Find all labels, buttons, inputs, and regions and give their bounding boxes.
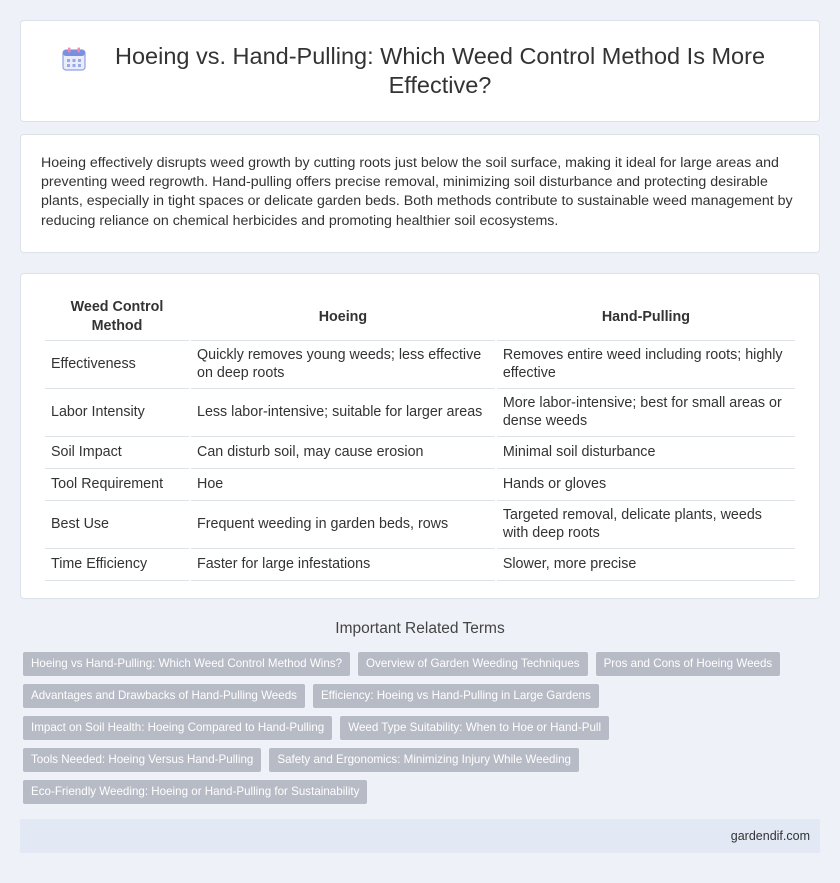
hoeing-cell: Hoe (191, 469, 495, 501)
table-header-hoeing: Hoeing (191, 294, 495, 341)
footer (20, 819, 820, 853)
row-label: Tool Requirement (45, 469, 189, 501)
related-terms-title: Important Related Terms (335, 620, 505, 637)
hoeing-cell: Can disturb soil, may cause erosion (191, 437, 495, 469)
table-header-hand-pulling: Hand-Pulling (497, 294, 795, 341)
table-row (45, 501, 795, 549)
hand-pulling-cell: Hands or gloves (497, 469, 795, 501)
hand-pulling-cell: Targeted removal, delicate plants, weeds with deep roots (497, 501, 795, 549)
related-term-tag[interactable]: Weed Type Suitability: When to Hoe or Hand-Pull (340, 716, 609, 740)
related-terms-list (23, 652, 823, 812)
related-term-tag[interactable]: Hoeing vs Hand-Pulling: Which Weed Control Method Wins? (23, 652, 350, 676)
row-label: Best Use (45, 501, 189, 549)
footer-site-link[interactable]: gardendif.com (730, 829, 810, 843)
intro-text: Hoeing effectively disrupts weed growth by cutting roots just below the soil surface, making it ideal for large areas and preventing weed regrowth. Hand-pulling offers precise removal, minimizing soil disturbance and protecting desirable plants, especially in tight spaces or delicate garden beds. Both methods contribute to sustainable weed management by reducing reliance on chemical herbicides and promoting healthier soil ecosystems. (41, 155, 793, 229)
related-term-tag[interactable]: Overview of Garden Weeding Techniques (358, 652, 588, 676)
hoeing-cell: Quickly removes young weeds; less effective on deep roots (191, 341, 495, 389)
related-term-tag[interactable]: Eco-Friendly Weeding: Hoeing or Hand-Pulling for Sustainability (23, 780, 367, 804)
row-label: Soil Impact (45, 437, 189, 469)
hoeing-cell: Faster for large infestations (191, 549, 495, 581)
table-row (45, 341, 795, 389)
intro-card (20, 134, 820, 253)
related-term-tag[interactable]: Efficiency: Hoeing vs Hand-Pulling in Large Gardens (313, 684, 599, 708)
table-row (45, 437, 795, 469)
row-label: Effectiveness (45, 341, 189, 389)
hoeing-cell: Less labor-intensive; suitable for larger areas (191, 389, 495, 437)
hand-pulling-cell: More labor-intensive; best for small areas or dense weeds (497, 389, 795, 437)
calendar-icon (61, 46, 87, 72)
table-row (45, 389, 795, 437)
comparison-table (43, 294, 797, 581)
table-row (45, 469, 795, 501)
row-label: Time Efficiency (45, 549, 189, 581)
related-term-tag[interactable]: Pros and Cons of Hoeing Weeds (596, 652, 781, 676)
hoeing-cell: Frequent weeding in garden beds, rows (191, 501, 495, 549)
related-term-tag[interactable]: Advantages and Drawbacks of Hand-Pulling Weeds (23, 684, 305, 708)
comparison-table-card (20, 273, 820, 599)
hand-pulling-cell: Removes entire weed including roots; highly effective (497, 341, 795, 389)
related-term-tag[interactable]: Impact on Soil Health: Hoeing Compared to Hand-Pulling (23, 716, 332, 740)
related-term-tag[interactable]: Safety and Ergonomics: Minimizing Injury While Weeding (269, 748, 579, 772)
table-header-method: Weed Control Method (45, 294, 189, 341)
related-term-tag[interactable]: Tools Needed: Hoeing Versus Hand-Pulling (23, 748, 261, 772)
row-label: Labor Intensity (45, 389, 189, 437)
title-card (20, 20, 820, 122)
hand-pulling-cell: Minimal soil disturbance (497, 437, 795, 469)
hand-pulling-cell: Slower, more precise (497, 549, 795, 581)
table-row (45, 549, 795, 581)
page-title: Hoeing vs. Hand-Pulling: Which Weed Control Method Is More Effective? (114, 43, 766, 98)
